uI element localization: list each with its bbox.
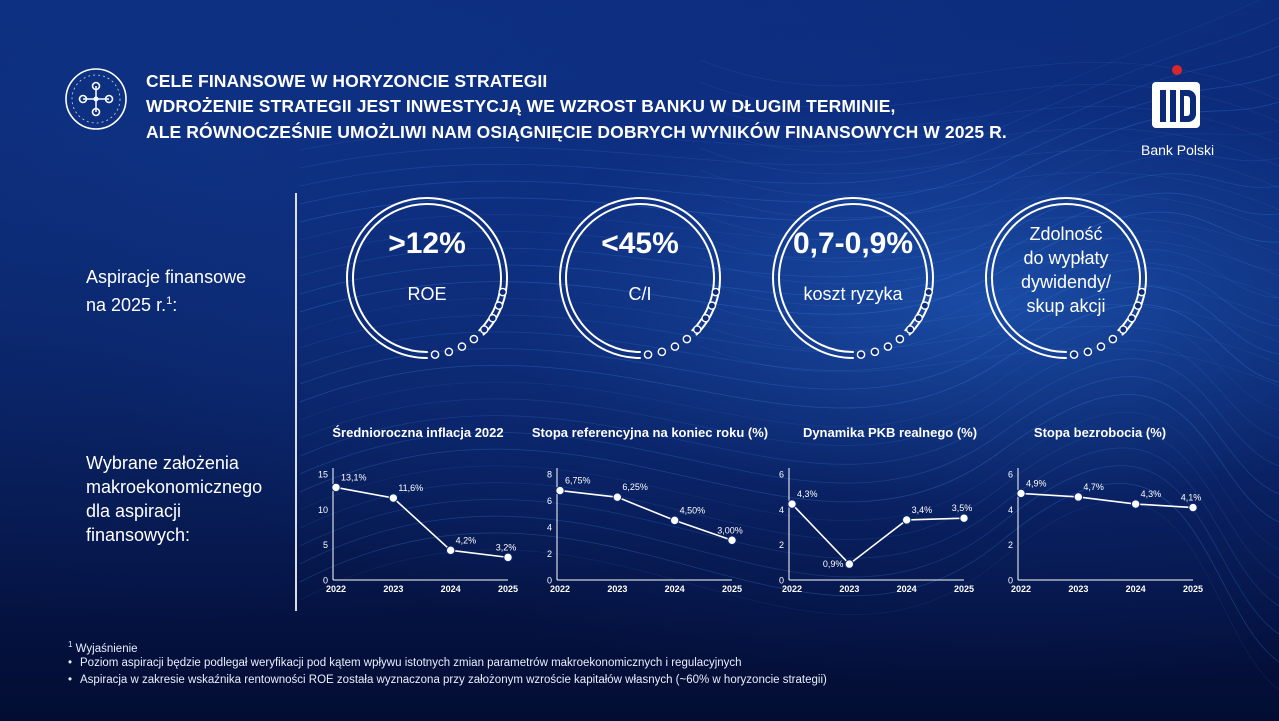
x-tick-label: 2023: [1068, 584, 1089, 594]
y-tick-label: 15: [317, 469, 328, 480]
footnote-item: [68, 657, 742, 669]
gauge-outer-arc: [560, 198, 720, 358]
y-tick-label: 0: [1007, 575, 1013, 586]
data-label: 11,6%: [398, 483, 424, 494]
page-subtitle-line-1: WDROŻENIE STRATEGII JEST INWESTYCJĄ WE WZROST BANKU W DŁUGIM TERMINIE,: [146, 96, 896, 116]
data-point: [960, 514, 968, 522]
x-tick-label: 2025: [953, 584, 975, 594]
gauge-label-line1: Zdolność: [1029, 224, 1103, 244]
data-point: [1017, 489, 1025, 497]
gauge-dot: [671, 343, 678, 350]
y-tick-label: 10: [317, 504, 328, 515]
macro-label: [86, 451, 262, 547]
y-tick-label: 0: [322, 575, 328, 586]
data-label: 4,3%: [797, 489, 818, 500]
gauge-label-line3: dywidendy/: [1020, 272, 1112, 292]
gauge-ring: [767, 192, 939, 364]
x-tick-label: 2025: [497, 584, 519, 594]
data-label: 4,3%: [1140, 489, 1162, 500]
gauge-dot: [857, 351, 864, 358]
y-tick-label: 2: [546, 549, 552, 559]
data-point: [389, 494, 397, 502]
x-tick-label: 2024: [440, 584, 461, 594]
data-point: [902, 516, 910, 524]
aspirations-label: [86, 265, 246, 317]
x-tick-label: 2023: [383, 584, 404, 594]
gauge-label: C/I: [628, 284, 652, 304]
data-point: [613, 493, 621, 501]
x-tick-label: 2022: [1010, 584, 1032, 594]
y-tick-label: 8: [546, 469, 552, 480]
gauge-dot: [481, 326, 488, 333]
data-label: 4,50%: [679, 505, 706, 516]
x-tick-label: 2023: [607, 584, 628, 594]
gauge-dot: [915, 315, 922, 322]
data-label: 4,9%: [1026, 478, 1047, 489]
gauge-ring: [341, 192, 513, 364]
gauge-value: >12%: [388, 227, 466, 260]
aspiration-cost-of-risk-gauge: [767, 192, 939, 364]
gauge-label-line4: skup akcji: [1026, 296, 1106, 316]
reference-rate-line-chart: [534, 462, 744, 602]
macro-label-line3: dla aspiracji: [86, 501, 182, 521]
gauge-dot: [1084, 348, 1091, 355]
y-tick-label: 6: [1007, 469, 1013, 480]
x-tick-label: 2024: [664, 584, 685, 594]
chart-title-reference-rate: Stopa referencyjna na koniec roku (%): [531, 425, 769, 440]
gdp-line-chart: [766, 462, 976, 602]
x-tick-label: 2024: [1125, 584, 1146, 594]
x-tick-label: 2025: [1182, 584, 1204, 594]
y-tick-label: 4: [778, 504, 784, 515]
x-tick-label: 2024: [896, 584, 917, 594]
chart-title-gdp: Dynamika PKB realnego (%): [802, 425, 978, 440]
gauge-label: koszt ryzyka: [803, 284, 903, 304]
data-label: 3,5%: [951, 503, 973, 514]
chart-title-inflation: Średnioroczna inflacja 2022: [332, 425, 504, 440]
bullet: •: [68, 657, 73, 669]
data-point: [845, 560, 853, 568]
gauge-dot: [1097, 343, 1104, 350]
macro-label-line1: Wybrane założenia: [86, 453, 239, 473]
gauge-dot: [871, 348, 878, 355]
vertical-divider: [295, 193, 297, 611]
footnote-text: Aspiracja w zakresie wskaźnika rentowności ROE została wyznaczona przy założonym wzroście kapitałów własnych (~60% w horyzoncie strategii): [80, 674, 827, 686]
page-subtitle-line-2: ALE RÓWNOCZEŚNIE UMOŻLIWI NAM OSIĄGNIĘCIE DOBRYCH WYNIKÓW FINANSOWYCH W 2025 R.: [146, 122, 1007, 142]
data-point: [1131, 500, 1139, 508]
macro-label-line2: makroekonomicznego: [86, 477, 263, 497]
data-point: [788, 500, 796, 508]
y-tick-label: 0: [778, 575, 784, 586]
footnote-title-text: Wyjaśnienie: [75, 642, 138, 655]
bullet: •: [68, 674, 73, 686]
data-point: [504, 553, 512, 561]
data-label: 3,4%: [911, 504, 933, 515]
data-point: [670, 516, 678, 524]
gauge-dot: [884, 343, 891, 350]
footnote-item: [68, 674, 827, 686]
x-tick-label: 2022: [325, 584, 347, 594]
aspirations-label-colon: :: [172, 295, 178, 315]
gauge-dot: [1070, 351, 1077, 358]
data-label: 13,1%: [341, 472, 367, 483]
data-point: [1074, 493, 1082, 501]
gauge-dot: [896, 335, 903, 342]
aspirations-label-line2-wrap: [86, 289, 246, 317]
page-title: CELE FINANSOWE W HORYZONCIE STRATEGII: [146, 71, 548, 91]
gauge-dot: [658, 348, 665, 355]
series-line: [792, 504, 964, 564]
y-tick-label: 2: [1007, 540, 1013, 551]
gauge-dot: [470, 335, 477, 342]
gauge-dot: [1109, 335, 1116, 342]
pko-logo-icon: [1150, 64, 1206, 134]
aspirations-footnote-marker: 1: [166, 295, 173, 307]
footnote-title: [68, 640, 138, 655]
macro-label-line4: finansowych:: [86, 525, 191, 545]
x-tick-label: 2023: [839, 584, 860, 594]
data-point: [332, 483, 340, 491]
y-tick-label: 6: [778, 469, 784, 480]
gauge-outer-arc: [773, 198, 933, 358]
x-tick-label: 2022: [549, 584, 571, 594]
data-label: 4,1%: [1180, 492, 1202, 503]
gauge-dot: [644, 351, 651, 358]
gauge-label-line2: do wypłaty: [1023, 248, 1109, 268]
data-label: 6,25%: [622, 482, 648, 493]
aspirations-label-line1: Aspiracje finansowe: [86, 267, 247, 287]
gauge-dot: [694, 326, 701, 333]
gauge-dot: [458, 343, 465, 350]
y-tick-label: 4: [1007, 504, 1013, 515]
data-label: 0,9%: [822, 559, 844, 570]
series-line: [336, 487, 508, 557]
data-point: [1189, 503, 1197, 511]
wave-line: [300, 18, 1279, 168]
gauge-dot: [431, 351, 438, 358]
gauge-dot: [683, 335, 690, 342]
y-tick-label: 0: [546, 575, 552, 586]
inflation-line-chart: [310, 462, 520, 602]
network-nodes-icon: [64, 67, 128, 131]
gauge-dot: [1120, 326, 1127, 333]
gauge-outer-arc: [347, 198, 507, 358]
series-line: [1021, 493, 1193, 507]
data-label: 3,2%: [495, 542, 517, 553]
chart-title-unemployment: Stopa bezrobocia (%): [1033, 425, 1167, 440]
y-tick-label: 4: [546, 522, 552, 533]
gauge-label: ROE: [407, 284, 447, 304]
data-point: [728, 536, 736, 544]
gauge-ring: [554, 192, 726, 364]
data-label: 4,7%: [1083, 481, 1104, 492]
gauge-dot: [489, 315, 496, 322]
x-tick-label: 2022: [781, 584, 803, 594]
aspiration-roe-gauge: [341, 192, 513, 364]
aspirations-label-line2: na 2025 r.: [86, 295, 167, 315]
data-point: [556, 486, 564, 494]
series-line: [560, 491, 732, 541]
x-tick-label: 2025: [721, 584, 743, 594]
gauge-dot: [702, 315, 709, 322]
gauge-dot: [445, 348, 452, 355]
data-label: 4,2%: [455, 535, 477, 546]
aspiration-ci-gauge: [554, 192, 726, 364]
gauge-value: 0,7-0,9%: [792, 227, 914, 260]
brand-name: Bank Polski: [1141, 142, 1215, 158]
gauge-label: [980, 222, 1152, 318]
y-tick-label: 6: [546, 496, 552, 506]
data-point: [446, 546, 454, 554]
aspiration-dividend-gauge: [980, 192, 1152, 364]
y-tick-label: 5: [322, 540, 328, 551]
unemployment-line-chart: [995, 462, 1205, 602]
data-label: 3,00%: [717, 525, 743, 536]
gauge-dot: [907, 326, 914, 333]
footnote-text: Poziom aspiracji będzie podlegał weryfikacji pod kątem wpływu istotnych zmian parametrów makroekonomicznych i regulacyjnych: [80, 657, 742, 669]
gauge-value: <45%: [601, 227, 679, 260]
footnote-marker: 1: [68, 640, 73, 649]
data-label: 6,75%: [565, 475, 591, 486]
y-tick-label: 2: [778, 540, 784, 551]
